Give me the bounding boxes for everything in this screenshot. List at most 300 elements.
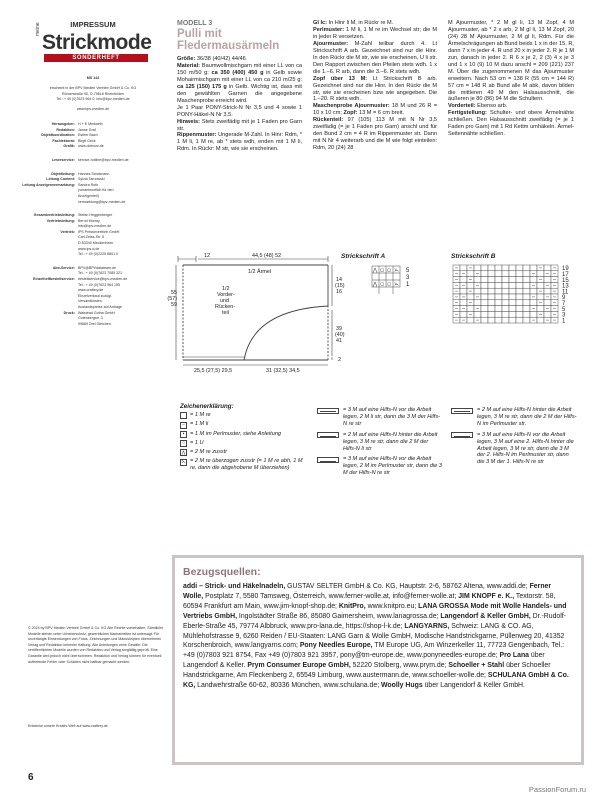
chart-b-cell: [460, 265, 467, 271]
chart-b-cell: [523, 282, 530, 288]
chart-b-cell: [523, 294, 530, 300]
chart-b-cell: [523, 300, 530, 306]
instruction-paragraph: Perlmuster: 1 M li, 1 M re im Wechsel str; die M in jeder R versetzen.: [313, 26, 437, 40]
imprint-row: [22, 252, 164, 258]
chart-b-cell: [481, 306, 488, 312]
instruction-paragraph: Zopf über 13 M: Lt Strickschrift B arb. Gezeichnet sind nur die Hinr. In den Rückr die M str, wie sie erscheinen bzw wie angegeben. Die 1.–20. R stets wdh.: [313, 75, 437, 103]
imprint-value: Tel.: + 49 (0)7623 964 155: [78, 282, 121, 287]
chart-row-label: 3: [562, 312, 566, 319]
imprint-label: Redaktion:: [56, 127, 75, 132]
dim-bottom-right: 31 (32,5) 34,5: [266, 368, 300, 374]
imprint-rows: [22, 122, 164, 327]
imprint-value: 99869 Drei Gleichen: [78, 321, 111, 326]
imprint-label: Objektleitung:: [50, 171, 75, 176]
supplier-details: Landwehrstraße 60-62, 80336 München, www.schulana.de;: [195, 682, 382, 690]
chart-b-cell: [502, 294, 509, 300]
chart-b-cell: [460, 311, 467, 317]
chart-b-cell: [537, 306, 544, 312]
supplier-name: KnitPro,: [338, 602, 366, 610]
supplier-name: Schoeller + Stahl: [448, 662, 505, 670]
imprint-value: Anzeigenteil): [78, 193, 99, 198]
chart-b-cell: [537, 282, 544, 288]
supplier-details: Ingolstädter Straße 86, 85080 Gaimersheim, www.lanagrossa.de;: [237, 612, 441, 620]
chart-b-cell: [509, 311, 516, 317]
sources-box: [172, 555, 584, 765]
chart-b-cell: [488, 300, 495, 306]
imprint-column: [22, 20, 164, 327]
page-number: 6: [28, 772, 34, 783]
supplier-name: LANGYARNS,: [404, 622, 450, 630]
chart-b-cell: [481, 311, 488, 317]
supplier-details: über Schoeller Handstrickgarne, Am Fleckenberg 2, 65549 Limburg, www.austermann.de, www.schoeller-wolle.de;: [183, 662, 551, 680]
chart-symbol: ⋀: [373, 267, 378, 274]
chart-b-cell: [488, 306, 495, 312]
legend-title: Zeichenerklärung:: [180, 403, 234, 410]
legend-column-2: [317, 407, 442, 481]
chart-b-cell: [488, 282, 495, 288]
imprint-label: Objektkoordination:: [40, 133, 75, 138]
legend-column-3: [451, 407, 577, 470]
instruction-paragraph: ca 350 (400) 450 g in Gelb sowie Mohairmischgarn mit einer LL von ca 210 m/25 g:: [177, 69, 302, 83]
imprint-value: Birgit Geck: [78, 138, 96, 143]
supplier-name: Pro Lana: [499, 652, 530, 660]
chart-b-cell: [530, 265, 537, 271]
supplier-name: addi – Strick- und Häkelnadeln,: [183, 583, 286, 590]
chart-b-cell: [502, 300, 509, 306]
supplier-name: Prym Consumer Europe GmbH,: [247, 662, 351, 670]
chart-b-cell: [516, 300, 523, 306]
supplier-details: 52220 Stolberg, www.prym.de;: [350, 662, 449, 670]
imprint-label: Grafik:: [63, 144, 75, 149]
instructions-text: [177, 56, 302, 153]
imprint-label: Fachlektorat:: [52, 138, 75, 143]
imprint-value: Sylvia Tarnowski: [78, 177, 105, 182]
imprint-value: Carl-Zeiss-Str. 5: [78, 235, 104, 240]
supplier-details: GUSTAV SELTER GmbH & Co. KG, Hauptstr. 2-6, 58762 Altena, www.addi.de;: [285, 583, 530, 590]
chart-b-cell: [509, 288, 516, 294]
legend-cable-item: = 2 M auf eine Hilfs-N hinter die Arbeit legen, 3 M re str, dann die 2 M der Hilfs-N im Perlmuster str.: [451, 407, 577, 428]
sleeve-label: 1/2 Ärmel: [248, 269, 272, 275]
chart-b-cell: [474, 265, 481, 271]
chart-b-cell: [523, 311, 530, 317]
chart-row-label: 15: [562, 277, 569, 284]
chart-b-cell: [516, 306, 523, 312]
imprint-label: Einzelheftbestellservice:: [33, 277, 75, 282]
chart-b-cell: [530, 288, 537, 294]
imprint-label: Herausgeber:: [51, 121, 75, 126]
publisher-line: erscheint in der BPV Medien Vertrieb GmbH & Co. KG: [49, 86, 137, 91]
legend-cable-item: = 3 M auf eine Hilfs-N vor die Arbeit legen, 2 M li str, dann die 3 M der Hilfs-N re str: [317, 407, 442, 428]
chart-b-cell: [474, 277, 481, 283]
supplier-details: Dr.-Rudolf-Eberle-Straße 45, 79774 Albbruck, www.pro-lana.de, https://shop-l-k.de;: [183, 612, 566, 630]
chart-row-label: 17: [562, 272, 569, 278]
chart-b-cell: [516, 265, 523, 271]
garment-schematic: [167, 248, 358, 378]
body-label: teil: [222, 310, 229, 316]
imprint-row: [22, 322, 164, 328]
imprint-label: [22, 200, 78, 206]
chart-b-cell: [495, 306, 502, 312]
imprint-heading: IMPRESSUM: [70, 20, 116, 29]
underarm-curve: [244, 306, 328, 360]
chart-row-label: 5: [406, 268, 410, 274]
dim-body: (40): [335, 332, 345, 338]
imprint-row: [22, 205, 164, 213]
chart-b-cell: [544, 277, 551, 283]
chart-b-cell: [530, 277, 537, 283]
legend-item: ○ = 1 U: [180, 440, 310, 447]
cable-symbol-icon: [451, 432, 473, 438]
chart-b-cell: [502, 271, 509, 277]
chart-b-cell: [467, 271, 474, 277]
publisher-line: Tel.: + 49 (0)7623 964 0, info@bpv-medien.de: [56, 97, 130, 102]
legend-item: = 1 M re: [180, 412, 310, 419]
imprint-value: Tel.: + 49 (0)7623 7085 321: [78, 271, 123, 276]
cable-symbol-icon: [451, 408, 473, 414]
chart-row-label: 7: [562, 301, 566, 307]
chart-b-cell: [502, 288, 509, 294]
chart-b-cell: [537, 271, 544, 277]
model-title: Pulli mit Fledermausärmeln: [177, 28, 280, 52]
instruction-paragraph: Ajourmuster: M-Zahl teilbar durch 4. Lt Strickschrift A arb. Gezeichnet sind nur die Hinr. In den Rückr die M str, wie sie erscheinen, U li str. Den Rapport zwischen den Pfeilen stets wdh. 1 x die 1.–6. R arb, dann die 3.–6. R stets wdh.: [313, 40, 437, 75]
supplier-name: Langendorf & Keller GmbH,: [440, 612, 531, 620]
imprint-value[interactable]: www.craftery.de: [78, 288, 104, 293]
chart-b-cell: [481, 265, 488, 271]
chart-row-label: 13: [562, 283, 569, 290]
imprint-value: Auslandspreise auf Anfrage: [78, 305, 122, 309]
imprint-value[interactable]: bestellservice@bpv-medien.de: [78, 277, 128, 282]
instruction-paragraph: GI Ic: In Hinr li M, in Rückr re M.: [313, 20, 394, 26]
chart-b-cell: [495, 300, 502, 306]
imprint-row: [22, 144, 164, 150]
chart-b-cell: [544, 288, 551, 294]
supplier-name: Pony Needles Europe,: [299, 642, 373, 650]
chart-b-cell: [523, 265, 530, 271]
instructions-text: [448, 20, 574, 138]
dim-left: 55: [171, 290, 177, 296]
chart-symbol: ○: [380, 281, 385, 288]
chart-b-cell: [502, 277, 509, 283]
instruction-paragraph: Je 1 Paar PONY-Strick-N Nr 3,5 und 4 sowie 1 PONY-Häkel-N Nr 3,5.: [177, 104, 302, 118]
chart-b-cell: [495, 271, 502, 277]
publisher-line: Römerstraße 90, D-79618 Rheinfelden: [62, 91, 124, 96]
imprint-copyright: © 2024 by BPV Medien Vertrieb GmbH & Co. KG Alle Rechte vorbehalten. Sämtliche Modelle stehen unter Urheberschutz, gewerbliches Nacharbeiten ist untersagt. Für unverlangte Einsendungen von Fotos, Zeichnungen und Manuskripten übernehmen Verlag und Redaktion keinerlei Haftung. Alle Anleitungen ohne Gewähr. Die veröffentlichten Modelle wurden von Redaktion und Verlag sorgfältig geprüft. Eine Garantie wird jedoch nicht übernommen. Redaktion und Verlag können für eventuell auftretende Fehler oder Schäden nicht haftbar gemacht werden.: [28, 626, 164, 664]
chart-row-label: 19: [562, 266, 569, 273]
imprint-value: Sandra Roth: [78, 182, 99, 187]
logo-subtitle: SONDERHEFT: [44, 54, 148, 62]
imprint-label: [22, 252, 78, 258]
legend-cable-item: = 3 M auf eine Hilfs-N vor die Arbeit legen, 3 M auf eine 2. Hilfs-N hinter die Arbeit legen, 3 M re str, dann die 3 M der 2. Hilfs-N im Perlmuster str, dann die 3 M der 1. Hilfs-N re str: [451, 432, 577, 467]
cable-symbol-icon: [317, 408, 339, 414]
dim-right: (15): [335, 283, 345, 289]
supplier-details: www.knitpro.eu;: [365, 602, 419, 610]
chart-b-cell: [460, 300, 467, 306]
chart-b-title: Strickschrift B: [451, 253, 496, 260]
supplier-name: LANA GROSSA Mode mit Wolle Handels- und Vertriebs GmbH,: [183, 602, 567, 620]
chart-b-cell: [516, 277, 523, 283]
imprint-value: Stefan Heggenberger: [78, 213, 113, 218]
legend-item: – = 1 M li: [180, 421, 310, 428]
chart-row-label: 1: [562, 318, 566, 325]
supplier-details: Postplatz 7, 5580 Tamsweg, Österreich, www.ferner-wolle.at, info@ferner-wolle.at;: [203, 592, 459, 600]
supplier-details: über Langendorf & Keller.: [183, 652, 545, 670]
legend-item: ⋋ = 2 M re überzogen zusstr (= 1 M re abh, 1 M re, dann die abgehobene M überziehen): [181, 458, 303, 472]
model-label: MODELL 3: [177, 20, 213, 27]
supplier-name: JIM KNOPF e. K.,: [458, 592, 515, 600]
supplier-name: Ferner Wolle,: [183, 583, 552, 600]
instruction-paragraph: Größe: 36/38 (40/42) 44/46: [177, 56, 246, 62]
chart-row-label: 3: [406, 275, 410, 281]
chart-b-cell: [516, 282, 523, 288]
chart-row-label: 9: [562, 295, 566, 302]
chart-b-grid: [451, 262, 581, 327]
imprint-value: D-53340 Meckenheim: [78, 241, 114, 246]
instruction-paragraph: Zopf: 13 M = 6 cm breit.: [343, 110, 404, 117]
chart-b-cell: [502, 311, 509, 317]
chart-b-cell: [502, 282, 509, 288]
chart-b-cell: [467, 282, 474, 288]
imprint-value: Einzelverkauf zuzügl.: [78, 293, 112, 298]
supplier-details: TM Europe UG, Am Winzerkeller 11, 77723 Gengenbach, Tel.: +49 (0)7803 921 8754, Fax +49 (0)7803 921 3957, pony@tm-europe.de, www.ponyneedles-europe.de;: [183, 642, 565, 660]
imprint-value[interactable]: vermarktung@bpv-medien.de: [78, 199, 126, 204]
imprint-label: Leitung Content:: [46, 177, 75, 182]
dim-left: (57): [167, 296, 177, 302]
instruction-paragraph: Rippenmuster: Ungerade M-Zahl. In Hinr: Rdm, * 1 M li, 1 M re, ab * stets wdh, enden mit 1 M li, Rdm. In Rückr: M str, wie sie erscheinen.: [177, 132, 302, 153]
sources-text: [183, 582, 573, 691]
chart-b-cell: [488, 271, 495, 277]
chart-symbol: ○: [387, 281, 392, 288]
cable-symbol-icon: [317, 457, 339, 463]
chart-b-cell: [488, 317, 495, 323]
chart-b-cell: [495, 317, 502, 323]
chart-b-cell: [474, 288, 481, 294]
chart-b-cell: [516, 317, 523, 323]
chart-b-cell: [495, 311, 502, 317]
chart-b-cell: [516, 311, 523, 317]
supplier-name: Woolly Hugs: [381, 682, 423, 690]
legend-symbol-icon: [180, 412, 187, 419]
imprint-row: [22, 200, 164, 206]
chart-symbol: ⋋: [394, 267, 399, 274]
dim-bund: 2: [338, 357, 341, 363]
issue-number: MS 144: [86, 76, 100, 80]
chart-b-cell: [509, 306, 516, 312]
logo-meine: meine: [35, 22, 41, 36]
legend-column-1: [180, 412, 310, 474]
imprint-value: Tel.: + 49 (0)2225 8801 0: [78, 252, 119, 257]
body-label: und: [220, 298, 229, 304]
instruction-paragraph: ca 125 (150) 175 g in Gelb. Wichtig ist, dass mit den gewählten Garnen die angegebene Maschenprobe erreicht wird.: [177, 83, 302, 104]
instructions-column-2: [313, 20, 437, 152]
instructions-column-3: [448, 20, 574, 138]
instructions-column-1: [177, 20, 302, 153]
legend-symbol-icon: ⋀: [181, 449, 186, 455]
legend-cable-item: = 3 M auf eine Hilfs-N vor die Arbeit legen, 2 M im Perlmuster str, dann die 3 M der Hilfs-N re str: [317, 456, 442, 477]
chart-a-title: Strickschrift A: [341, 253, 386, 260]
chart-b-cell: [523, 277, 530, 283]
imprint-value: Gutenbergstr. 3: [78, 316, 103, 321]
chart-b-cell: [495, 294, 502, 300]
imprint-value: Esther Bach: [78, 133, 98, 138]
imprint-label: Vertriebsleitung:: [46, 218, 75, 223]
body-label: Vorder-: [217, 292, 235, 298]
chart-symbol: ⋋: [394, 281, 399, 288]
chart-b-cell: [488, 277, 495, 283]
chart-b-cell: [509, 300, 516, 306]
dim-body: 41: [336, 338, 342, 344]
instruction-paragraph: Fertigstellung: Schulter- und obere Ärmelnähte schließen. Den Halsausschnitt zweifädig (= je 1 Faden pro Garn) mit 1 Rd Kettm umhäkeln. Ärmel-Seitennähte schließen.: [448, 110, 574, 138]
dim-right: 16: [336, 289, 342, 295]
imprint-row: [22, 150, 164, 158]
chart-b-cell: [488, 265, 495, 271]
legend-item: • = 1 M im Perlmuster, siehe Anleitung: [180, 431, 310, 438]
chart-b-cell: [516, 271, 523, 277]
chart-b-cell: [544, 265, 551, 271]
dim-left: 59: [171, 302, 177, 308]
chart-symbol: ⋀: [373, 281, 378, 288]
chart-b-cell: [509, 294, 516, 300]
dim-body: 39: [336, 326, 342, 332]
imprint-label: [22, 322, 78, 328]
chart-b-cell: [481, 277, 488, 283]
imprint-value[interactable]: service-hotline@bpv-medien.de: [78, 157, 129, 162]
imprint-value: (verantwortlich für den: [78, 188, 114, 193]
chart-b-cell: [467, 306, 474, 312]
imprint-label: Vertrieb:: [60, 229, 75, 234]
imprint-value[interactable]: www.dobrurz.de: [78, 144, 104, 149]
chart-b-cell: [488, 288, 495, 294]
chart-b-cell: [502, 265, 509, 271]
chart-b-cell: [530, 300, 537, 306]
imprint-value: IPS Pressevertrieb GmbH: [78, 229, 120, 234]
chart-b-cell: [530, 311, 537, 317]
publisher-link[interactable]: www.bpv-medien.de: [76, 107, 110, 112]
chart-b-cell: [481, 271, 488, 277]
logo-title: Strickmode: [42, 31, 152, 54]
imprint-label: Leitung Anzeigenvermarktung:: [22, 182, 75, 187]
supplier-name: SCHULANA GmbH & Co. KG,: [183, 672, 569, 690]
chart-b-cell: [537, 294, 544, 300]
sources-title: Bezugsquellen:: [183, 566, 261, 578]
watermark: PassionForum.ru: [528, 785, 586, 794]
imprint-row: [22, 164, 164, 172]
instruction-paragraph: M Ajourmuster, * 2 M gl li, 13 M Zopf, 4 M Ajourmuster, ab * 2 x arb, 2 M gl li, 13 M Zopf, 20 (24) 28 M Ajourmuster, 2 M gl li, Rdm. Für die Ärmelschrägungen ab Bund beids 1 x in der 15. R, dann 7 x in jeder 4. R und 20 x in jeder 2. R je 1 M zun, danach in jeder 2. R 6 x je 2, 2 (3) 4 x je 3 und 1 x 10 (9) 10 M dazu anschl = 209 (221) 237 M. Über die zugenommenen M das Ajourmuster erweitern. Nach 53 cm = 138 R (55 cm = 144 R) 57 cm = 148 R ab Bund alle M abk, davon bilden die mittleren 49 M den Halsausschnitt, die äußeren je 80 (86) 94 M die Schultern.: [448, 20, 574, 103]
imprint-value: Janne Graf: [78, 127, 96, 132]
dim-top-left: 12: [204, 253, 210, 259]
chart-b-cell: [495, 288, 502, 294]
chart-a-grid: [370, 264, 420, 304]
legend-symbol-icon: ⋋: [181, 458, 186, 464]
chart-b-cell: [523, 306, 530, 312]
chart-b-cell: [481, 317, 488, 323]
instruction-paragraph: Hinweis: Stets zweifädig mit je 1 Faden pro Garn str.: [177, 118, 302, 132]
chart-b-cell: [509, 277, 516, 283]
cable-symbol-icon: [317, 432, 339, 438]
chart-symbol: ○: [380, 267, 385, 274]
dim-top-right: 44,5 (48) 52: [252, 253, 282, 259]
instruction-paragraph: Vorderteil: Ebenso arb.: [448, 103, 508, 110]
chart-b-cell: [537, 317, 544, 323]
chart-b-cell: [467, 294, 474, 300]
chart-row-label: 5: [562, 306, 566, 313]
imprint-value[interactable]: www.ips-d.de: [78, 246, 100, 251]
chart-symbol: ○: [387, 267, 392, 274]
chart-b-cell: [495, 282, 502, 288]
instruction-paragraph: Material: Baumwollmischgarn mit einer LL von ca 150 m/50 g:: [177, 62, 302, 76]
legend-symbol-icon: •: [180, 431, 187, 438]
chart-b-cell: [502, 317, 509, 323]
chart-b-cell: [523, 271, 530, 277]
chart-b-cell: [467, 317, 474, 323]
imprint-value: Bernd Murray: [78, 218, 100, 223]
chart-row-label: 1: [406, 282, 410, 288]
chart-b-cell: [460, 277, 467, 283]
instruction-paragraph: Rückenteil: 97 (105) 113 M mit N Nr 3,5 zweifädig (= je 1 Faden pro Garn) anschl und für den Bund 2 cm = 4 R im Rippenmuster str. Dann mit N Nr 4 weiterarb und die M wie folgt einteilen: Rdm, 20 (24) 28: [313, 117, 437, 152]
body-label: 1/2: [222, 286, 230, 292]
chart-b-cell: [495, 277, 502, 283]
instruction-paragraph: Maschenprobe Ajourmuster: 18 M und 26 R = 10 x 10 cm;: [313, 103, 437, 117]
chart-b-cell: [544, 300, 551, 306]
imprint-value: H + E Medweth: [78, 121, 103, 126]
chart-b-cell: [474, 311, 481, 317]
imprint-value[interactable]: info@bpv-medien.de: [78, 224, 112, 229]
legend-symbol-icon: ○: [180, 440, 187, 447]
imprint-value[interactable]: BPV@BPVdatateam.de: [78, 265, 117, 270]
chart-b-cell: [460, 288, 467, 294]
imprint-value: Walstead Gotha GmbH: [78, 310, 116, 315]
chart-b-cell: [516, 288, 523, 294]
chart-b-cell: [488, 311, 495, 317]
chart-b-cell: [509, 317, 516, 323]
imprint-label: Druck:: [63, 310, 75, 315]
chart-b-cell: [481, 282, 488, 288]
legend-item: ⋀ = 2 M re zusstr: [181, 449, 228, 456]
imprint-row: [22, 258, 164, 266]
chart-b-cell: [516, 294, 523, 300]
chart-b-cell: [523, 288, 530, 294]
supplier-details: Schweiz: LANG & CO. AG, Mühlehofstrasse 9, 6260 Reiden / EU-Staaten: LANG Garn & Wolle GmbH, Modische Handstrickgarne, Püllenweg 20, 41352 Korschenbroich, www.langyarns.com;: [183, 622, 565, 650]
dim-bottom-left: 25,5 (27,5) 29,5: [194, 368, 233, 374]
chart-b-cell: [481, 294, 488, 300]
chart-b-cell: [488, 294, 495, 300]
chart-b-cell: [502, 306, 509, 312]
supplier-details: über Langendorf & Keller GmbH.: [422, 682, 525, 690]
imprint-label: Abo-Service:: [52, 265, 75, 270]
chart-row-label: 11: [562, 289, 569, 296]
imprint-row: [22, 158, 164, 164]
chart-b-cell: [509, 265, 516, 271]
chart-b-cell: [481, 288, 488, 294]
chart-b-cell: [481, 300, 488, 306]
instructions-text: [313, 20, 437, 152]
chart-b-cell: [509, 271, 516, 277]
imprint-label: Gesamtvertriebsleitung:: [33, 213, 75, 218]
imprint-value: Versandkosten.: [78, 299, 103, 304]
legend-symbol-icon: –: [180, 422, 187, 429]
chart-b-cell: [474, 300, 481, 306]
imprint-label: Leserservice:: [51, 157, 75, 162]
legend-cable-item: = 2 M auf eine Hilfs-N hinter die Arbeit legen, 3 M re str, dann die 2 M der Hilfs-N li str: [317, 432, 442, 453]
body-label: Rücken-: [215, 304, 236, 310]
chart-b-cell: [544, 311, 551, 317]
imprint-footer[interactable]: Entdecke unsere Kreativ-Welt auf www.craftery.de: [28, 724, 108, 728]
chart-b-cell: [523, 317, 530, 323]
chart-b-cell: [509, 282, 516, 288]
chart-b-cell: [495, 265, 502, 271]
supplier-details: Textorstr. 58, 60594 Frankfurt am Main, www.jim-knopf-shop.de;: [183, 592, 556, 610]
imprint-value: Hannes Stockmann: [78, 171, 110, 176]
dim-right: 14: [336, 277, 342, 283]
